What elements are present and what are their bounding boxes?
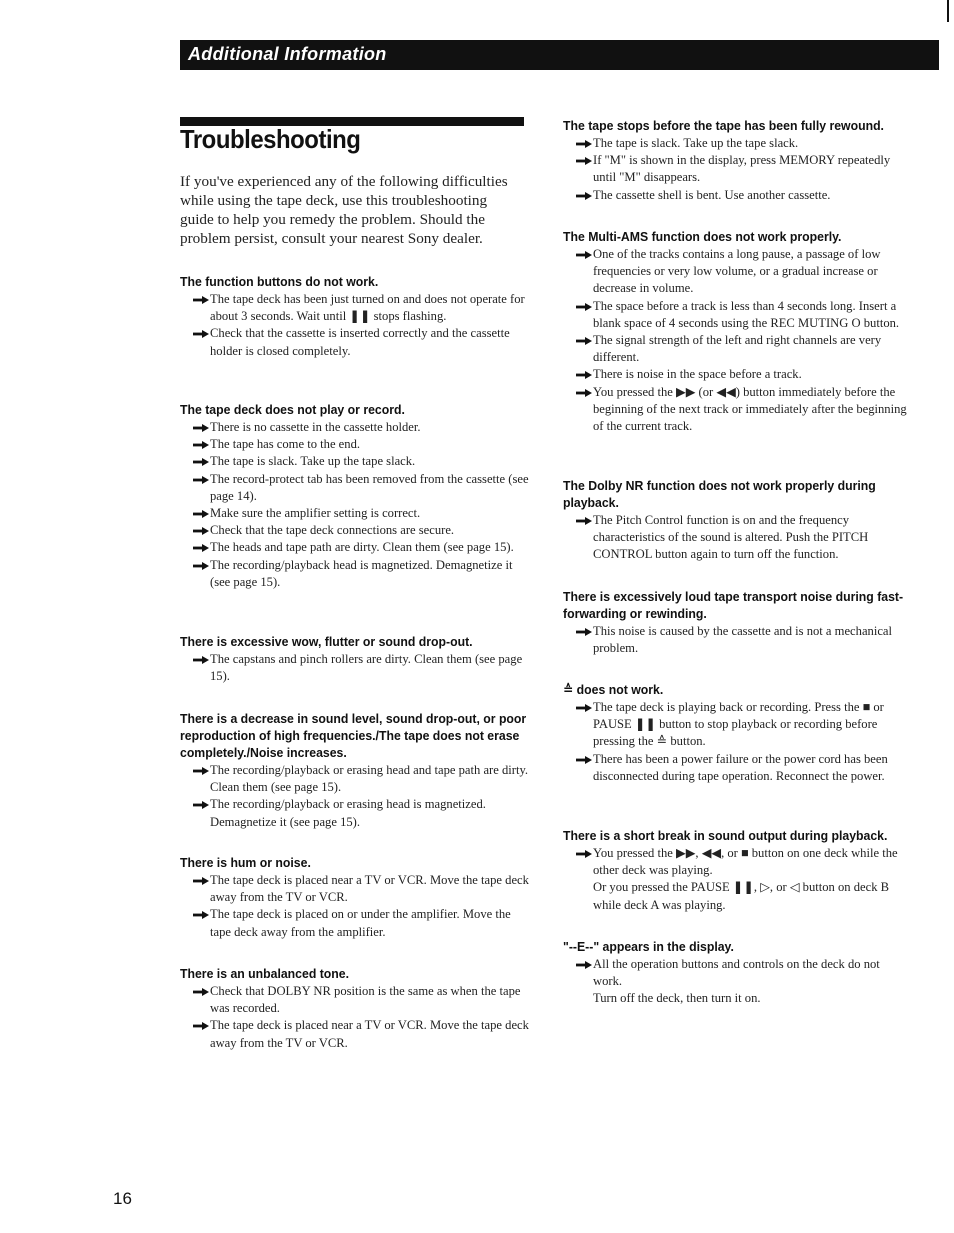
remedy-item: If "M" is shown in the display, press MEMORY repeatedly until "M" disappears. xyxy=(563,152,908,186)
arrow-icon xyxy=(576,140,592,148)
arrow-icon xyxy=(193,801,209,809)
remedy-item: The tape is slack. Take up the tape slack. xyxy=(563,135,908,152)
trouble-section xyxy=(563,588,908,657)
section-title: Additional Information xyxy=(188,44,387,64)
remedy-item: This noise is caused by the cassette and is not a mechanical problem. xyxy=(563,623,908,657)
remedy-item: One of the tracks contains a long pause, a passage of low frequencies or very low volume, or a gradual increase or decrease in volume. xyxy=(563,246,908,298)
trouble-section xyxy=(563,117,908,204)
edge-rule xyxy=(947,0,949,22)
arrow-icon xyxy=(576,371,592,379)
remedy-item: Or you pressed the PAUSE ❚❚, ▷, or ◁ button on deck B while deck A was playing. xyxy=(593,880,890,912)
arrow-icon xyxy=(193,476,209,484)
remedy-item: The tape has come to the end. xyxy=(180,436,530,453)
section-heading: There is excessive wow, flutter or sound drop-out. xyxy=(180,634,473,649)
arrow-icon xyxy=(193,510,209,518)
arrow-icon xyxy=(193,911,209,919)
section-heading: The Dolby NR function does not work properly during playback. xyxy=(563,478,876,510)
trouble-section xyxy=(180,633,530,685)
trouble-section xyxy=(563,228,908,435)
arrow-icon xyxy=(193,424,209,432)
section-heading: The tape stops before the tape has been fully rewound. xyxy=(563,118,884,133)
remedy-item: The recording/playback or erasing head is magnetized. Demagnetize it (see page 15). xyxy=(180,796,530,830)
remedy-item: The tape deck is placed near a TV or VCR. Move the tape deck away from the TV or VCR. xyxy=(180,872,530,906)
remedy-item: The heads and tape path are dirty. Clean them (see page 15). xyxy=(180,539,530,556)
arrow-icon xyxy=(576,628,592,636)
trouble-section xyxy=(563,938,908,1008)
trouble-section xyxy=(180,273,530,360)
remedy-item: The space before a track is less than 4 seconds long. Insert a blank space of 4 seconds using the REC MUTING O button. xyxy=(563,298,908,332)
trouble-section xyxy=(180,401,530,591)
arrow-icon xyxy=(193,656,209,664)
arrow-icon xyxy=(576,756,592,764)
arrow-icon xyxy=(576,192,592,200)
remedy-item: The Pitch Control function is on and the frequency characteristics of the sound is altered. Push the PITCH CONTROL button again to turn off the function. xyxy=(563,512,908,564)
remedy-item: The tape deck is playing back or recording. Press the ■ or PAUSE ❚❚ button to stop playback or recording before pressing the ≙ button. xyxy=(563,699,908,751)
remedy-item: The tape deck has been just turned on and does not operate for about 3 seconds. Wait until ❚❚ stops flashing. xyxy=(180,291,530,325)
remedy-item: The tape deck is placed on or under the amplifier. Move the tape deck away from the amplifier. xyxy=(180,906,530,940)
page-number: 16 xyxy=(113,1189,132,1208)
remedy-item: The capstans and pinch rollers are dirty. Clean them (see page 15). xyxy=(180,651,530,685)
section-heading: "--E--" appears in the display. xyxy=(563,939,734,954)
arrow-icon xyxy=(576,337,592,345)
remedy-item: The tape deck is placed near a TV or VCR. Move the tape deck away from the TV or VCR. xyxy=(180,1017,530,1051)
section-heading: The function buttons do not work. xyxy=(180,274,379,289)
remedy-item: Check that DOLBY NR position is the same as when the tape was recorded. xyxy=(180,983,530,1017)
arrow-icon xyxy=(193,767,209,775)
arrow-icon xyxy=(193,527,209,535)
section-heading: There is excessively loud tape transport noise during fast-forwarding or rewinding. xyxy=(563,589,904,621)
section-heading: ≙ does not work. xyxy=(563,682,664,697)
section-heading: There is a decrease in sound level, sound drop-out, or poor reproduction of high frequencies./The tape does not erase completely./Noise increases. xyxy=(180,711,527,760)
remedy-item: You pressed the ▶▶ (or ◀◀) button immediately before the beginning of the next track or immediately after the beginning of the current track. xyxy=(563,384,908,436)
arrow-icon xyxy=(576,157,592,165)
trouble-section xyxy=(180,854,530,941)
remedy-item: Make sure the amplifier setting is correct. xyxy=(180,505,530,522)
arrow-icon xyxy=(193,330,209,338)
remedy-item: The recording/playback or erasing head and tape path are dirty. Clean them (see page 15). xyxy=(180,762,530,796)
arrow-icon xyxy=(576,389,592,397)
arrow-icon xyxy=(193,1022,209,1030)
remedy-item: The signal strength of the left and right channels are very different. xyxy=(563,332,908,366)
trouble-section xyxy=(180,965,530,1052)
trouble-section xyxy=(563,681,908,785)
arrow-icon xyxy=(576,517,592,525)
section-heading: The tape deck does not play or record. xyxy=(180,402,405,417)
arrow-icon xyxy=(193,877,209,885)
section-heading: There is hum or noise. xyxy=(180,855,311,870)
section-heading: The Multi-AMS function does not work properly. xyxy=(563,229,842,244)
section-heading: There is a short break in sound output during playback. xyxy=(563,828,888,843)
arrow-icon xyxy=(576,850,592,858)
remedy-item: All the operation buttons and controls on the deck do not work. xyxy=(563,956,908,990)
remedy-item: You pressed the ▶▶, ◀◀, or ■ button on one deck while the other deck was playing. xyxy=(563,845,908,879)
remedy-item: There is no cassette in the cassette holder. xyxy=(180,419,530,436)
remedy-item: Check that the tape deck connections are secure. xyxy=(180,522,530,539)
remedy-item: Check that the cassette is inserted correctly and the cassette holder is closed completely. xyxy=(180,325,530,359)
arrow-icon xyxy=(193,458,209,466)
remedy-item: The tape is slack. Take up the tape slack. xyxy=(180,453,530,470)
intro-paragraph: If you've experienced any of the following difficulties while using the tape deck, use this troubleshooting guide to help you remedy the problem. Should the problem persist, consult your nearest Sony dealer. xyxy=(180,173,508,247)
section-heading: There is an unbalanced tone. xyxy=(180,966,350,981)
remedy-item: There is noise in the space before a track. xyxy=(563,366,908,383)
remedy-item: The cassette shell is bent. Use another cassette. xyxy=(563,187,908,204)
remedy-item: Turn off the deck, then turn it on. xyxy=(593,991,761,1006)
arrow-icon xyxy=(576,961,592,969)
arrow-icon xyxy=(576,251,592,259)
remedy-item: The record-protect tab has been removed from the cassette (see page 14). xyxy=(180,471,530,505)
arrow-icon xyxy=(193,441,209,449)
section-banner xyxy=(180,40,939,70)
trouble-section xyxy=(180,710,530,831)
arrow-icon xyxy=(193,296,209,304)
trouble-section xyxy=(563,477,908,564)
arrow-icon xyxy=(193,562,209,570)
remedy-item: The recording/playback head is magnetized. Demagnetize it (see page 15). xyxy=(180,557,530,591)
page-title: Troubleshooting xyxy=(180,124,361,154)
remedy-item: There has been a power failure or the power cord has been disconnected during tape operation. Reconnect the power. xyxy=(563,751,908,785)
trouble-section xyxy=(563,827,908,914)
arrow-icon xyxy=(576,303,592,311)
arrow-icon xyxy=(193,988,209,996)
arrow-icon xyxy=(193,544,209,552)
arrow-icon xyxy=(576,704,592,712)
